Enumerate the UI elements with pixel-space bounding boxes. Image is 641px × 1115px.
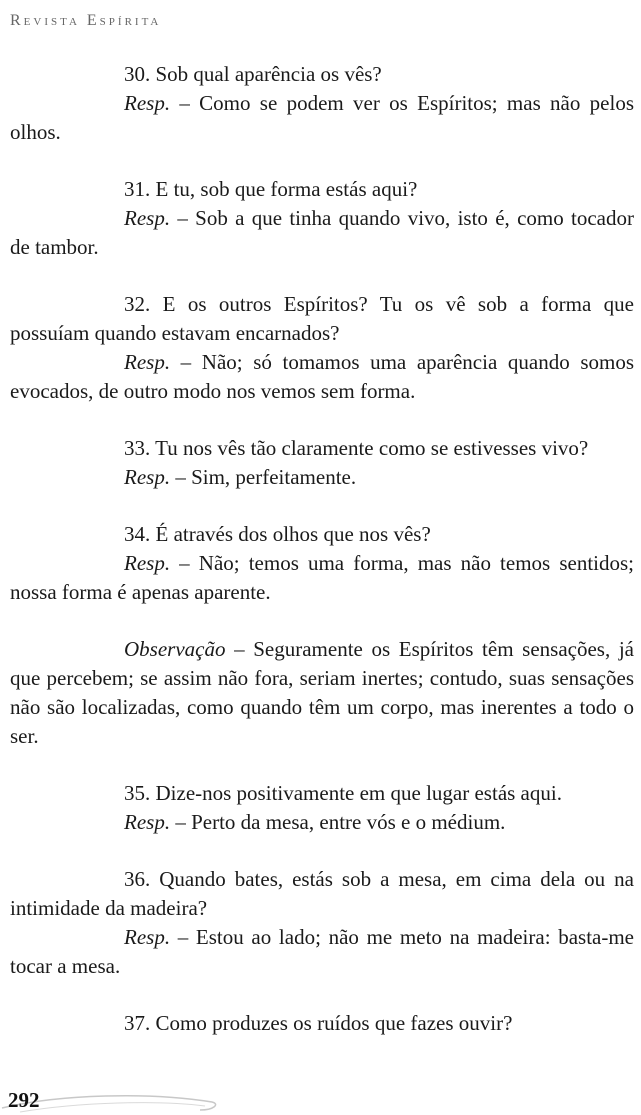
observation-label: Observação	[124, 637, 226, 661]
answer	[10, 923, 634, 981]
answer-text: – Sob a que tinha quando vivo, isto é, como tocador de tambor.	[10, 206, 634, 259]
answer	[10, 204, 634, 262]
question: 31. E tu, sob que forma estás aqui?	[124, 177, 418, 201]
resp-label: Resp.	[124, 551, 171, 575]
resp-label: Resp.	[124, 206, 171, 230]
answer	[10, 89, 634, 147]
question: 35. Dize-nos positivamente em que lugar estás aqui.	[124, 781, 562, 805]
resp-label: Resp.	[124, 810, 171, 834]
answer-text: – Como se podem ver os Espíritos; mas não pelos olhos.	[10, 91, 634, 144]
resp-label: Resp.	[124, 925, 171, 949]
qa-30	[10, 60, 634, 147]
observation	[10, 635, 634, 751]
question: 34. É através dos olhos que nos vês?	[124, 522, 431, 546]
qa-37	[10, 1009, 634, 1038]
answer-text: – Sim, perfeitamente.	[170, 465, 357, 489]
question: 37. Como produzes os ruídos que fazes ouvir?	[124, 1011, 513, 1035]
qa-32	[10, 290, 634, 406]
answer-text: – Estou ao lado; não me meto na madeira: basta-me tocar a mesa.	[10, 925, 634, 978]
question: 32. E os outros Espíritos? Tu os vê sob a forma que possuíam quando estavam encarnados?	[10, 292, 634, 345]
qa-36	[10, 865, 634, 981]
answer-text: – Não; só tomamos uma aparência quando somos evocados, de outro modo nos vemos sem forma.	[10, 350, 634, 403]
qa-33	[10, 434, 634, 492]
observation-text: – Seguramente os Espíritos têm sensações, já que percebem; se assim não fora, seriam inertes; contudo, suas sensações não são localizadas, como quando têm um corpo, mas inerentes a todo o ser.	[10, 637, 634, 748]
qa-35	[10, 779, 634, 837]
question: 33. Tu nos vês tão claramente como se estivesses vivo?	[124, 436, 589, 460]
answer	[10, 549, 634, 607]
answer	[10, 463, 634, 492]
resp-label: Resp.	[124, 91, 171, 115]
answer-text: – Perto da mesa, entre vós e o médium.	[170, 810, 506, 834]
answer	[10, 348, 634, 406]
observation-paragraph	[10, 635, 634, 751]
page-body	[10, 60, 634, 1038]
question: 36. Quando bates, estás sob a mesa, em cima dela ou na intimidade da madeira?	[10, 867, 634, 920]
running-header: Revista Espírita	[10, 12, 162, 29]
page-number: 292	[8, 1088, 40, 1112]
qa-31	[10, 175, 634, 262]
question: 30. Sob qual aparência os vês?	[124, 62, 382, 86]
answer-text: – Não; temos uma forma, mas não temos sentidos; nossa forma é apenas aparente.	[10, 551, 634, 604]
answer	[10, 808, 634, 837]
resp-label: Resp.	[124, 465, 171, 489]
resp-label: Resp.	[124, 350, 171, 374]
qa-34	[10, 520, 634, 607]
